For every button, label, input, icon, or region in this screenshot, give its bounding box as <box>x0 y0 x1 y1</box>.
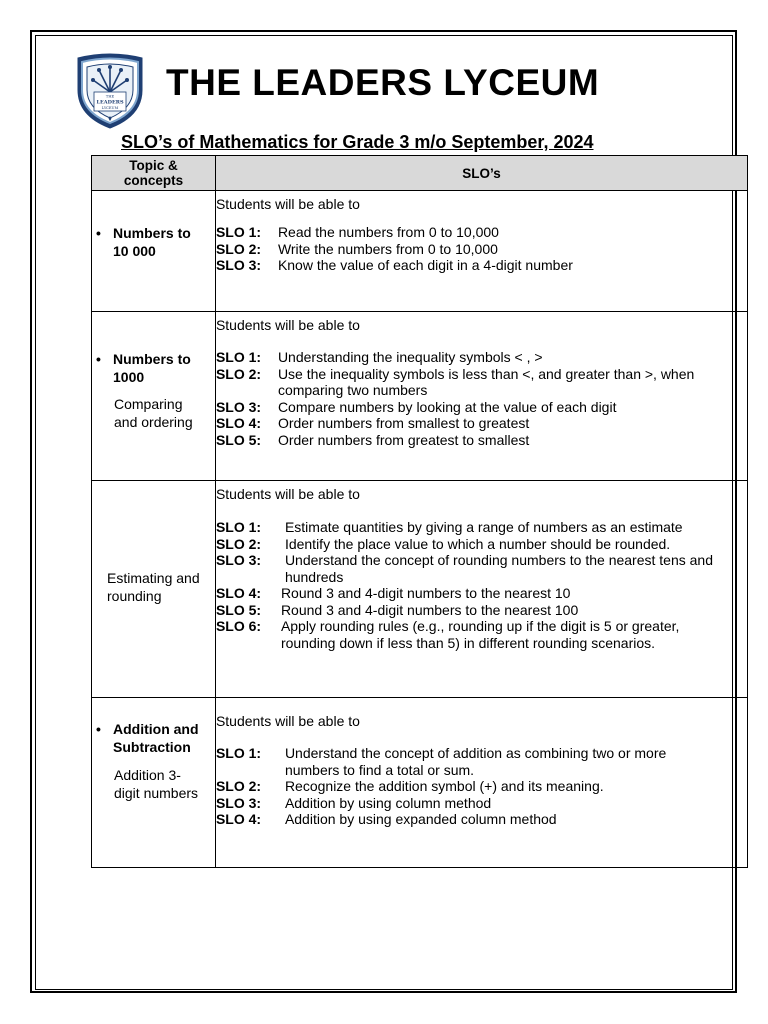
topic-cell <box>92 698 216 868</box>
column-header-topic: Topic & concepts <box>92 156 216 191</box>
topic-subtitle: Addition 3-digit numbers <box>114 767 199 801</box>
slo-text: Round 3 and 4-digit numbers to the nearest 10 <box>280 585 571 601</box>
table-row <box>92 481 748 698</box>
slo-text: Compare numbers by looking at the value of each digit <box>277 398 617 415</box>
slo-code: SLO 4: <box>215 811 262 827</box>
slo-text: Recognize the addition symbol (+) and its meaning. <box>284 778 604 794</box>
bullet-icon: • <box>96 351 101 367</box>
slo-item <box>216 795 747 812</box>
slo-table <box>91 155 748 868</box>
slo-code: SLO 1: <box>215 519 262 535</box>
slo-lead-text: Students will be able to <box>215 196 360 212</box>
topic-subtitle: Comparing and ordering <box>114 396 193 430</box>
slo-item <box>216 602 747 619</box>
topic-title: Numbers to 10 000 <box>113 225 191 259</box>
document-title: SLO’s of Mathematics for Grade 3 m/o September, 2024 <box>121 132 594 152</box>
topic-title: Numbers to 1000 <box>113 351 191 385</box>
topic-cell <box>92 312 216 481</box>
slo-item <box>216 257 747 274</box>
slo-code: SLO 6: <box>215 618 262 634</box>
table-row <box>92 698 748 868</box>
topic-subtitle: Estimating and rounding <box>107 570 200 604</box>
slo-text: Addition by using expanded column method <box>284 811 557 827</box>
slo-text: Apply rounding rules (e.g., rounding up if the digit is 5 or greater, rounding down if less than 5) in different rounding scenarios. <box>280 618 680 651</box>
slo-text: Estimate quantities by giving a range of numbers as an estimate <box>284 519 683 535</box>
slo-code: SLO 2: <box>215 535 262 552</box>
slo-text: Read the numbers from 0 to 10,000 <box>277 224 499 240</box>
column-header-slos: SLO’s <box>215 156 747 191</box>
slo-code: SLO 1: <box>215 745 262 761</box>
table-row <box>92 191 748 312</box>
topic-cell <box>92 481 216 698</box>
slo-item <box>216 366 747 399</box>
slo-code: SLO 3: <box>215 552 262 568</box>
topic-item <box>92 350 215 386</box>
slo-cell <box>215 481 747 698</box>
topic-item <box>92 224 215 260</box>
slo-text: Understand the concept of addition as combining two or more numbers to find a total or sum. <box>284 745 667 778</box>
slo-text: Round 3 and 4-digit numbers to the nearest 100 <box>280 601 579 618</box>
slo-code: SLO 2: <box>215 365 262 382</box>
slo-item <box>216 432 747 449</box>
table-header-row <box>92 156 748 191</box>
slo-lead-text: Students will be able to <box>215 713 360 729</box>
bullet-icon: • <box>96 721 101 737</box>
slo-item <box>216 811 747 828</box>
slo-cell <box>215 191 747 312</box>
slo-text: Understanding the inequality symbols < , > <box>277 349 543 365</box>
slo-text: Identify the place value to which a number should be rounded. <box>284 535 671 552</box>
topic-item <box>92 720 215 756</box>
slo-code: SLO 2: <box>215 240 262 257</box>
slo-item <box>216 536 747 553</box>
slo-item <box>216 618 747 651</box>
slo-item <box>216 224 747 241</box>
slo-item <box>216 241 747 258</box>
topic-cell <box>92 191 216 312</box>
school-logo-shield-icon <box>72 52 148 130</box>
slo-text: Use the inequality symbols is less than <, and greater than >, when comparing two numbers <box>277 365 695 398</box>
slo-code: SLO 1: <box>215 349 262 365</box>
slo-code: SLO 1: <box>215 224 262 240</box>
svg-text:LEADERS: LEADERS <box>96 99 124 106</box>
slo-text: Order numbers from smallest to greatest <box>277 415 530 431</box>
slo-lead-text: Students will be able to <box>215 486 360 502</box>
slo-text: Order numbers from greatest to smallest <box>277 431 530 448</box>
slo-cell <box>215 698 747 868</box>
svg-text:THE: THE <box>105 94 115 99</box>
slo-item <box>216 745 747 778</box>
slo-cell <box>215 312 747 481</box>
table-row <box>92 312 748 481</box>
slo-code: SLO 5: <box>215 601 262 618</box>
slo-text: Understand the concept of rounding numbers to the nearest tens and hundreds <box>284 552 713 585</box>
slo-code: SLO 5: <box>215 431 262 448</box>
topic-title: Addition and Subtraction <box>113 721 199 755</box>
school-name: THE LEADERS LYCEUM <box>166 62 600 103</box>
slo-code: SLO 4: <box>215 585 262 601</box>
slo-code: SLO 3: <box>215 257 262 273</box>
slo-item <box>216 399 747 416</box>
slo-text: Know the value of each digit in a 4-digit number <box>277 257 573 273</box>
slo-item <box>216 415 747 432</box>
slo-item <box>216 778 747 795</box>
slo-item <box>216 519 747 536</box>
slo-code: SLO 2: <box>215 778 262 794</box>
slo-text: Addition by using column method <box>284 794 492 811</box>
bullet-icon: • <box>96 225 101 241</box>
slo-code: SLO 4: <box>215 415 262 431</box>
slo-item <box>216 552 747 585</box>
slo-item <box>216 585 747 602</box>
slo-code: SLO 3: <box>215 794 262 811</box>
slo-code: SLO 3: <box>215 398 262 415</box>
svg-text:LYCEUM: LYCEUM <box>101 106 119 110</box>
slo-item <box>216 349 747 366</box>
slo-lead-text: Students will be able to <box>215 317 360 333</box>
slo-text: Write the numbers from 0 to 10,000 <box>277 240 498 257</box>
